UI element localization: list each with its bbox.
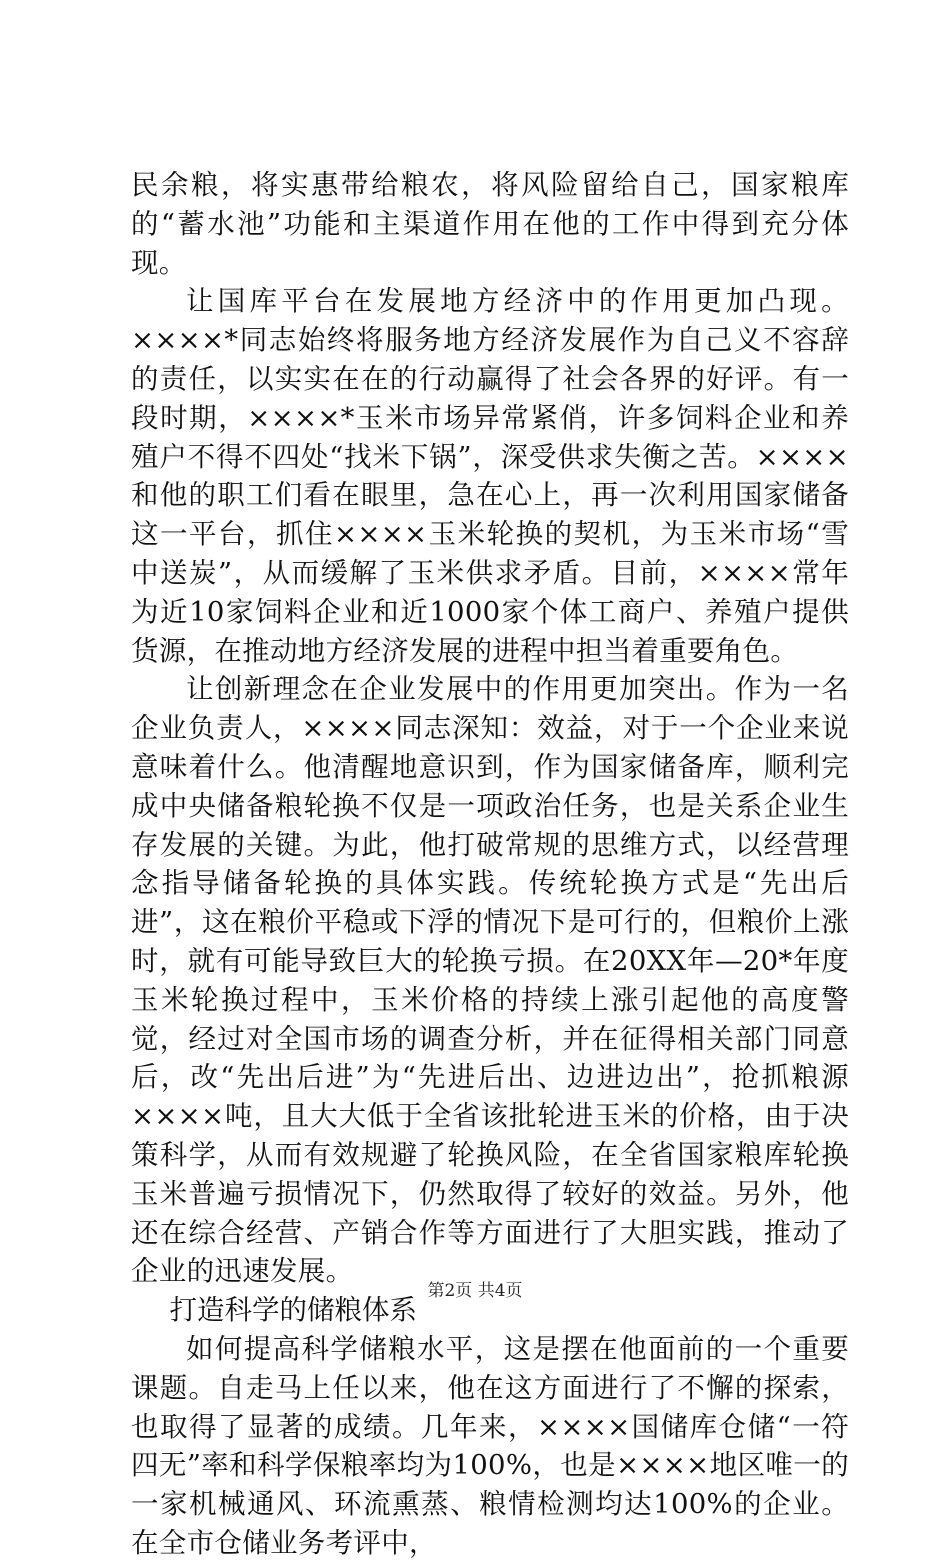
page-number-footer: 第2页 共4页 [427,1281,523,1301]
paragraph-scientific-storage: 如何提高科学储粮水平，这是摆在他面前的一个重要课题。自走马上任以来，他在这方面进行了不懈的探索，也取得了显著的成绩。几年来，××××国储库仓储“一符四无”率和科学保粮率均为100%，也是××××地区唯一的一家机械通风、环流熏蒸、粮情检测均达100%的企业。在全市仓储业务考评中， [131,1332,849,1559]
section-heading: 打造科学的储粮体系 [169,1294,417,1327]
document-body [131,166,849,1563]
paragraph-local-economy: 让国库平台在发展地方经济中的作用更加凸现。××××*同志始终将服务地方经济发展作为自己义不容辞的责任，以实实在在的行动赢得了社会各界的好评。有一段时期，××××*玉米市场异常紧俏，许多饲料企业和养殖户不得不四处“找米下锅”，深受供求失衡之苦。××××和他的职工们看在眼里，急在心上，再一次利用国家储备这一平台，抓住××××玉米轮换的契机，为玉米市场“雪中送炭”，从而缓解了玉米供求矛盾。目前，××××常年为近10家饲料企业和近1000家个体工商户、养殖户提供货源，在推动地方经济发展的进程中担当着重要角色。 [131,285,849,667]
paragraph-continuation: 民余粮，将实惠带给粮农，将风险留给自己，国家粮库的“蓄水池”功能和主渠道作用在他的工作中得到充分体现。 [131,169,849,279]
paragraph-innovation: 让创新理念在企业发展中的作用更加突出。作为一名企业负责人，××××同志深知：效益，对于一个企业来说意味着什么。他清醒地意识到，作为国家储备库，顺利完成中央储备粮轮换不仅是一项政治任务，也是关系企业生存发展的关键。为此，他打破常规的思维方式，以经营理念指导储备轮换的具体实践。传统轮换方式是“先出后进”，这在粮价平稳或下浮的情况下是可行的，但粮价上涨时，就有可能导致巨大的轮换亏损。在20XX年—20*年度玉米轮换过程中，玉米价格的持续上涨引起他的高度警觉，经过对全国市场的调查分析，并在征得相关部门同意后，改“先出后进”为“先进后出、边进边出”，抢抓粮源××××吨，且大大低于全省该批轮进玉米的价格，由于决策科学，从而有效规避了轮换风险，在全省国家粮库轮换玉米普遍亏损情况下，仍然取得了较好的效益。另外，他还在综合经营、产销合作等方面进行了大胆实践，推动了企业的迅速发展。 [131,673,849,1288]
